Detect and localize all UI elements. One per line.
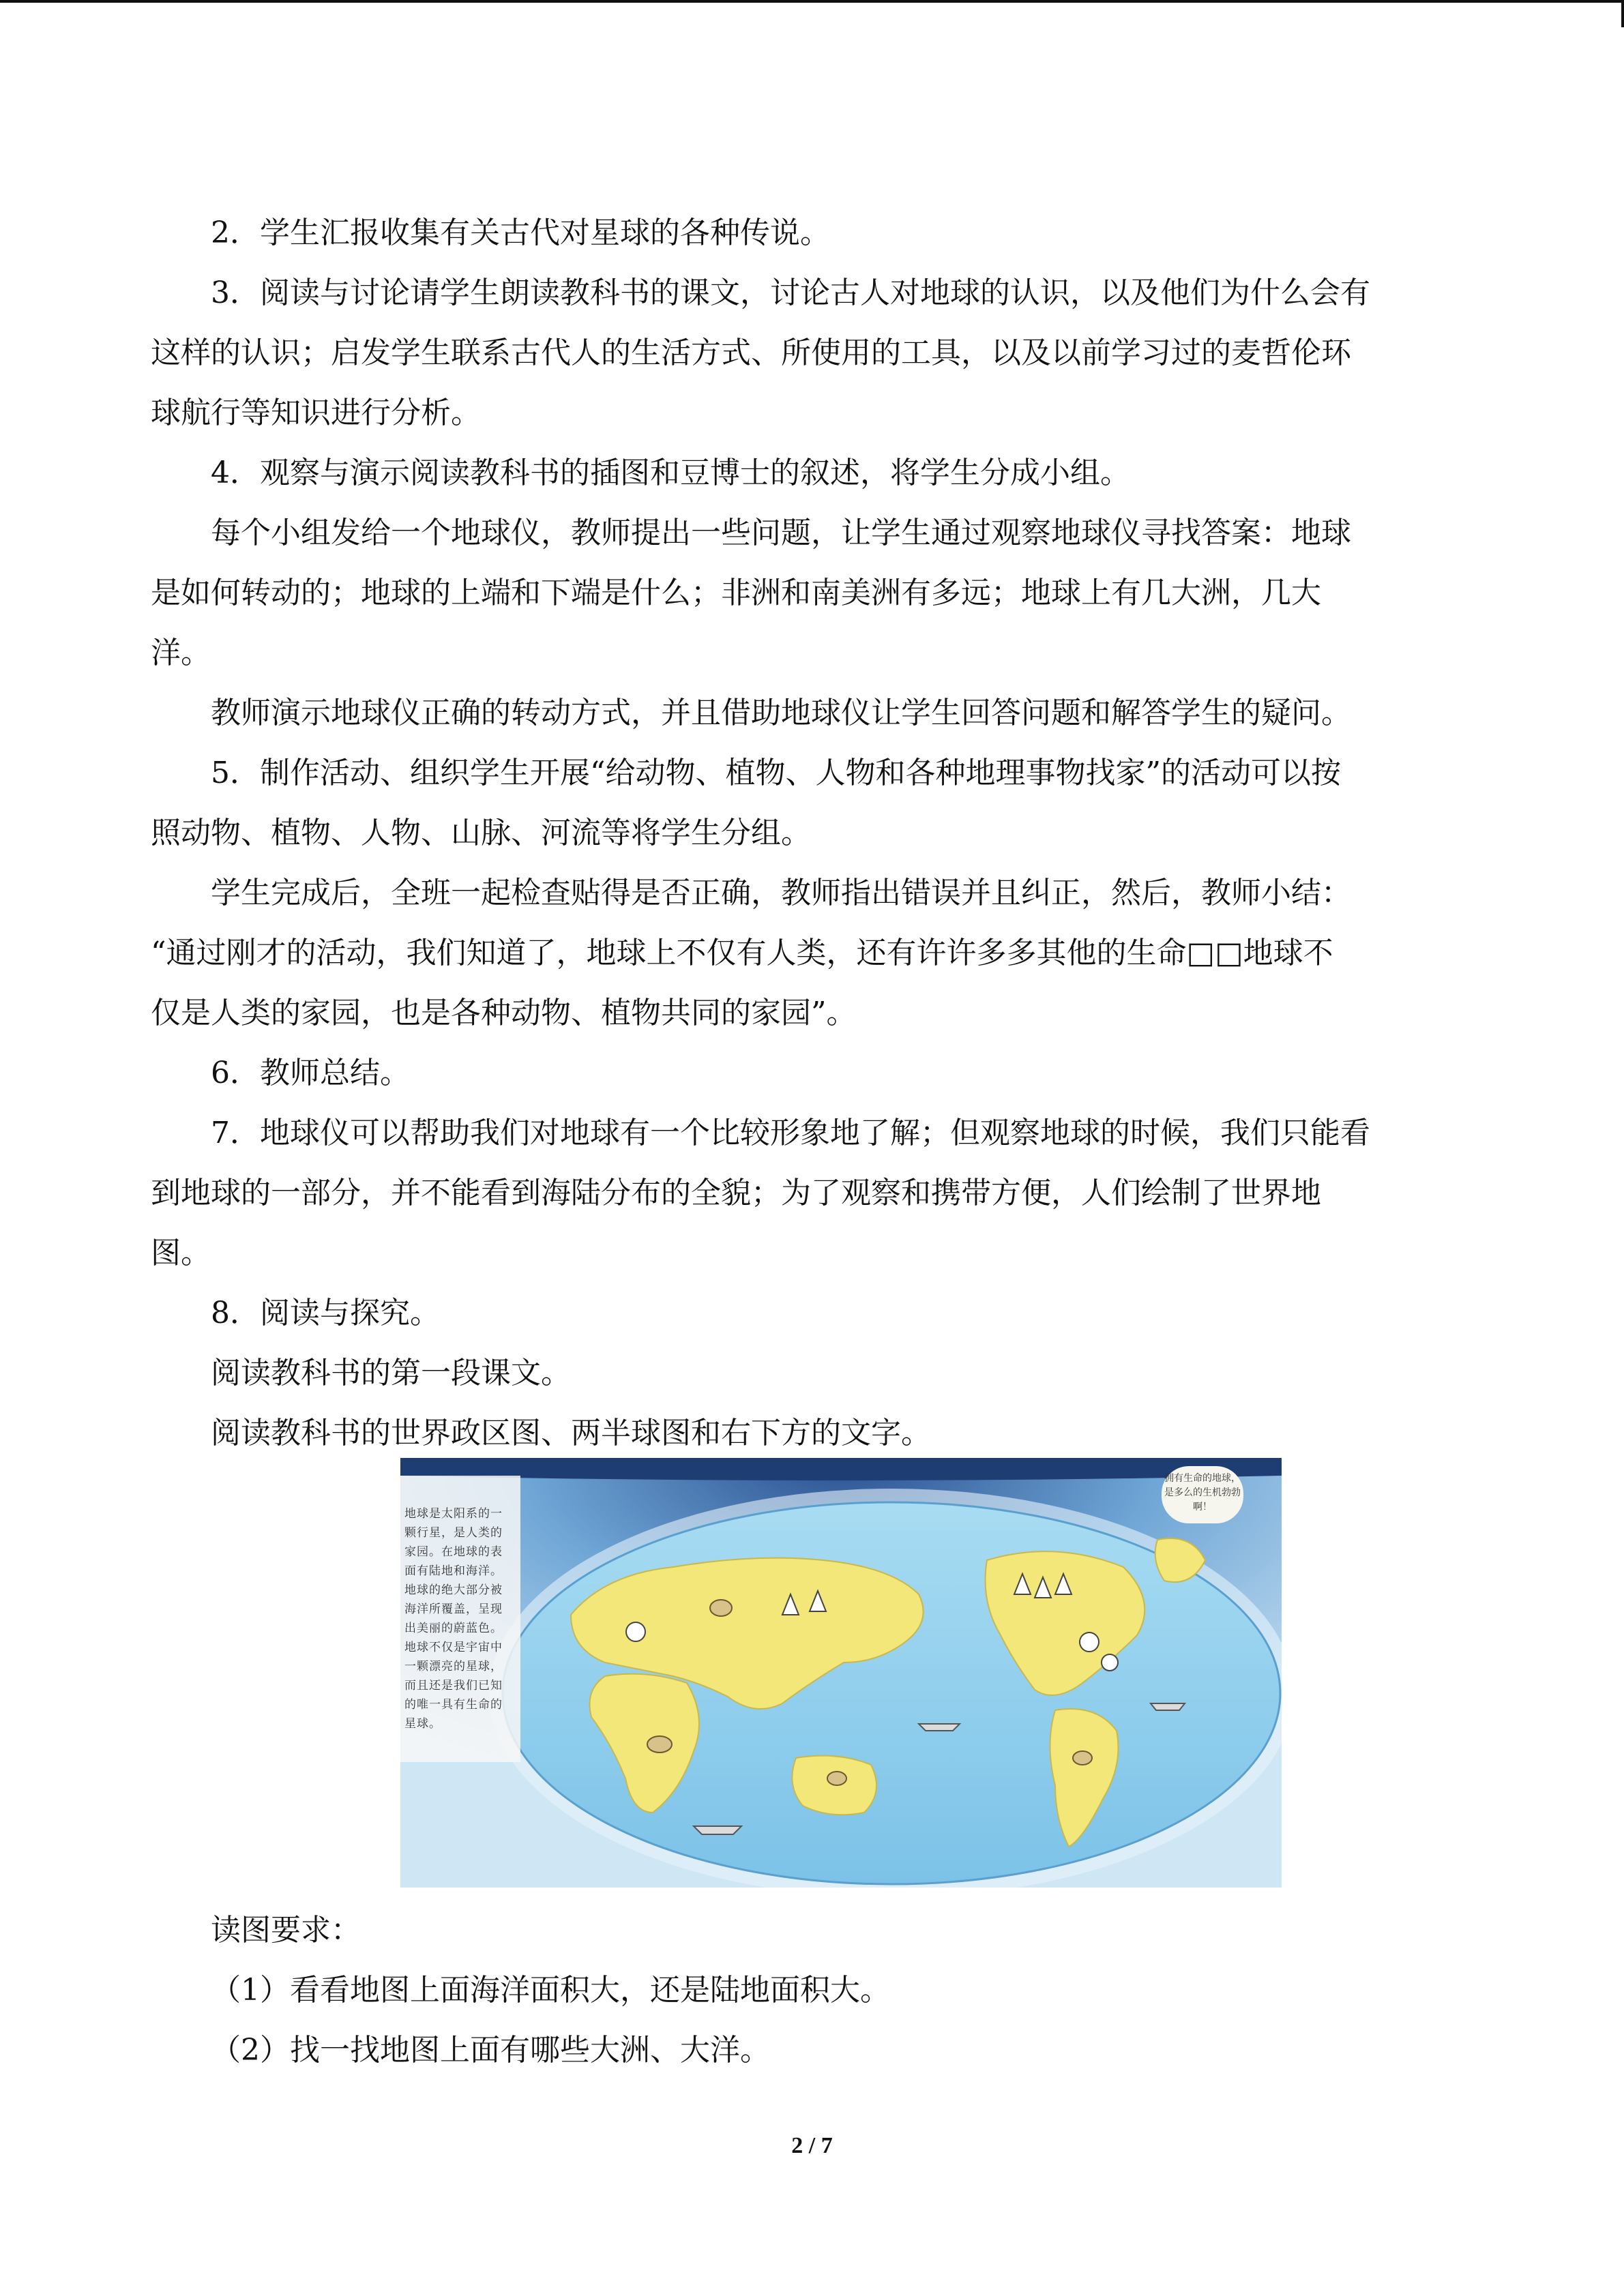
- paragraph-summary: 学生完成后，全班一起检查贴得是否正确，教师指出错误并且纠正，然后，教师小结：: [211, 876, 1351, 910]
- paragraph-4: 4．观察与演示阅读教科书的插图和豆博士的叙述，将学生分成小组。: [211, 456, 1130, 490]
- paragraph-group-line3: 洋。: [151, 636, 211, 670]
- paragraph-7: 7．地球仪可以帮助我们对地球有一个比较形象地了解；但观察地球的时候，我们只能看: [211, 1116, 1370, 1150]
- paragraph-summary-line2: “通过刚才的活动，我们知道了，地球上不仅有人类，还有许许多多其他的生命□□地球不: [151, 936, 1333, 970]
- paragraph-3-line3: 球航行等知识进行分析。: [151, 396, 481, 430]
- paragraph-2: 2．学生汇报收集有关古代对星球的各种传说。: [211, 215, 830, 250]
- paragraph-3-line2: 这样的认识；启发学生联系古代人的生活方式、所使用的工具，以及以前学习过的麦哲伦环: [151, 336, 1351, 370]
- paragraph-8: 8．阅读与探究。: [211, 1296, 440, 1330]
- requirement-1: （1）看看地图上面海洋面积大，还是陆地面积大。: [211, 1973, 890, 2008]
- paragraph-read-text: 阅读教科书的第一段课文。: [211, 1356, 571, 1390]
- paragraph-summary-line3: 仅是人类的家园，也是各种动物、植物共同的家园”。: [151, 996, 857, 1030]
- paragraph-7-line3: 图。: [151, 1236, 211, 1270]
- top-border: [0, 0, 1624, 3]
- figure-speech-bubble: 拥有生命的地球，是多么的生机勃勃啊！: [1162, 1466, 1243, 1523]
- reading-requirements-title: 读图要求：: [211, 1913, 361, 1948]
- top-right-border: [1621, 0, 1624, 27]
- world-map-figure: [400, 1458, 1282, 1888]
- paragraph-demo: 教师演示地球仪正确的转动方式，并且借助地球仪让学生回答问题和解答学生的疑问。: [211, 696, 1351, 730]
- paragraph-5-line2: 照动物、植物、人物、山脉、河流等将学生分组。: [151, 816, 811, 850]
- paragraph-read-map: 阅读教科书的世界政区图、两半球图和右下方的文字。: [211, 1416, 931, 1450]
- paragraph-3: 3．阅读与讨论请学生朗读教科书的课文，讨论古人对地球的认识，以及他们为什么会有: [211, 275, 1370, 310]
- paragraph-group-line2: 是如何转动的；地球的上端和下端是什么；非洲和南美洲有多远；地球上有几大洲，几大: [151, 576, 1321, 610]
- paragraph-6: 6．教师总结。: [211, 1056, 410, 1090]
- paragraph-group: 每个小组发给一个地球仪，教师提出一些问题，让学生通过观察地球仪寻找答案：地球: [211, 516, 1351, 550]
- page-number: 2 / 7: [791, 2133, 833, 2158]
- world-map-illustration: [400, 1458, 1282, 1888]
- requirement-2: （2）找一找地图上面有哪些大洲、大洋。: [211, 2033, 770, 2068]
- space-top: [400, 1458, 1282, 1480]
- figure-side-text: 地球是太阳系的一颗行星，是人类的家园。在地球的表面有陆地和海洋。地球的绝大部分被海洋所覆盖，呈现出美丽的蔚蓝色。地球不仅是宇宙中一颗漂亮的星球，而且还是我们已知的唯一具有生命的星球。: [404, 1507, 503, 1731]
- paragraph-5: 5．制作活动、组织学生开展“给动物、植物、人物和各种地理事物找家”的活动可以按: [211, 756, 1341, 790]
- paragraph-7-line2: 到地球的一部分，并不能看到海陆分布的全貌；为了观察和携带方便，人们绘制了世界地: [151, 1176, 1321, 1210]
